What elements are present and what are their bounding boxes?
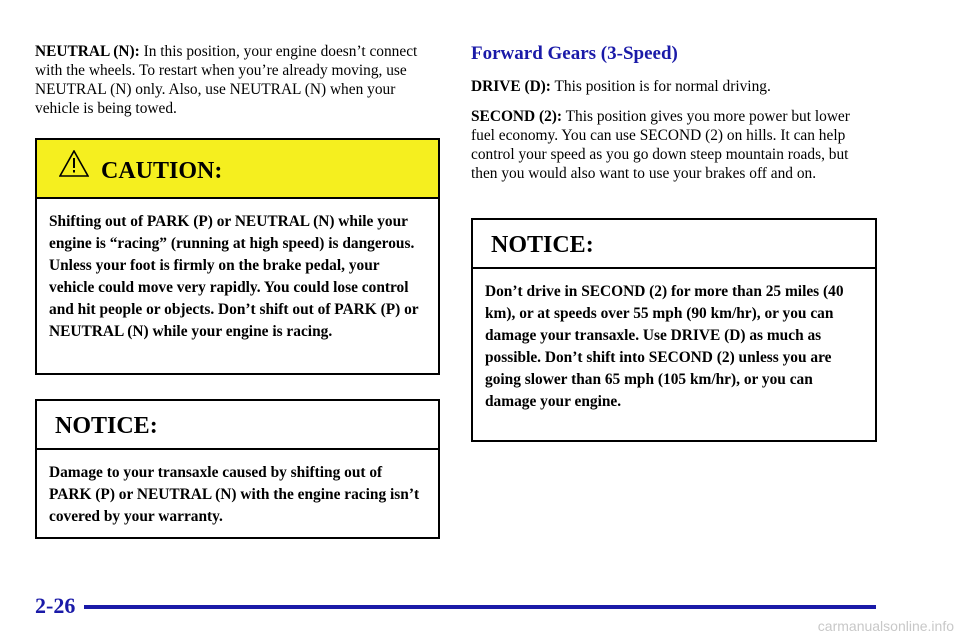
caution-body	[37, 199, 438, 343]
caution-text: Shifting out of PARK (P) or NEUTRAL (N) while your engine is “racing” (running at high speed) is dangerous. Unless your foot is firmly on the brake pedal, your vehicle could move very rapidly. You could lose control and hit people or objects. Don’t shift out of PARK (P) or NEUTRAL (N) while your engine is racing.	[49, 213, 419, 340]
notice-title: NOTICE:	[55, 413, 158, 439]
page-number: 2-26	[35, 593, 76, 618]
second-text: This position gives you more power but lower fuel economy. You can use SECOND (2) on hills. It can help control your speed as you go down steep mountain roads, but then you would also want to use your brakes off and on.	[471, 108, 850, 182]
neutral-paragraph	[35, 42, 440, 118]
drive-paragraph	[471, 77, 877, 96]
second-paragraph	[471, 107, 877, 183]
section-heading: Forward Gears (3-Speed)	[471, 43, 678, 64]
notice-title: NOTICE:	[491, 232, 594, 258]
drive-label: DRIVE (D):	[471, 78, 551, 95]
notice-body	[473, 269, 875, 413]
watermark: carmanualsonline.info	[817, 618, 954, 634]
caution-title: CAUTION:	[101, 158, 223, 184]
neutral-text: In this position, your engine doesn’t connect with the wheels. To restart when you’re already moving, use NEUTRAL (N) only. Also, use NEUTRAL (N) when your vehicle is being towed.	[35, 43, 418, 117]
caution-header	[37, 140, 438, 199]
notice-body	[37, 450, 438, 528]
warning-triangle-icon	[59, 150, 89, 177]
notice-box-second-gear	[471, 218, 877, 442]
notice-box-transaxle	[35, 399, 440, 539]
notice-header	[37, 401, 438, 450]
notice-text: Damage to your transaxle caused by shifting out of PARK (P) or NEUTRAL (N) with the engine racing isn’t covered by your warranty.	[49, 464, 420, 525]
drive-text: This position is for normal driving.	[550, 78, 771, 95]
caution-box	[35, 138, 440, 375]
neutral-label: NEUTRAL (N):	[35, 43, 140, 60]
footer-rule	[84, 605, 876, 609]
second-label: SECOND (2):	[471, 108, 563, 125]
notice-header	[473, 220, 875, 269]
notice-text: Don’t drive in SECOND (2) for more than 25 miles (40 km), or at speeds over 55 mph (90 km/hr), or you can damage your transaxle. Use DRIVE (D) as much as possible. Don’t shift into SECOND (2) unless you are going slower than 65 mph (105 km/hr), or you can damage your engine.	[485, 283, 844, 410]
